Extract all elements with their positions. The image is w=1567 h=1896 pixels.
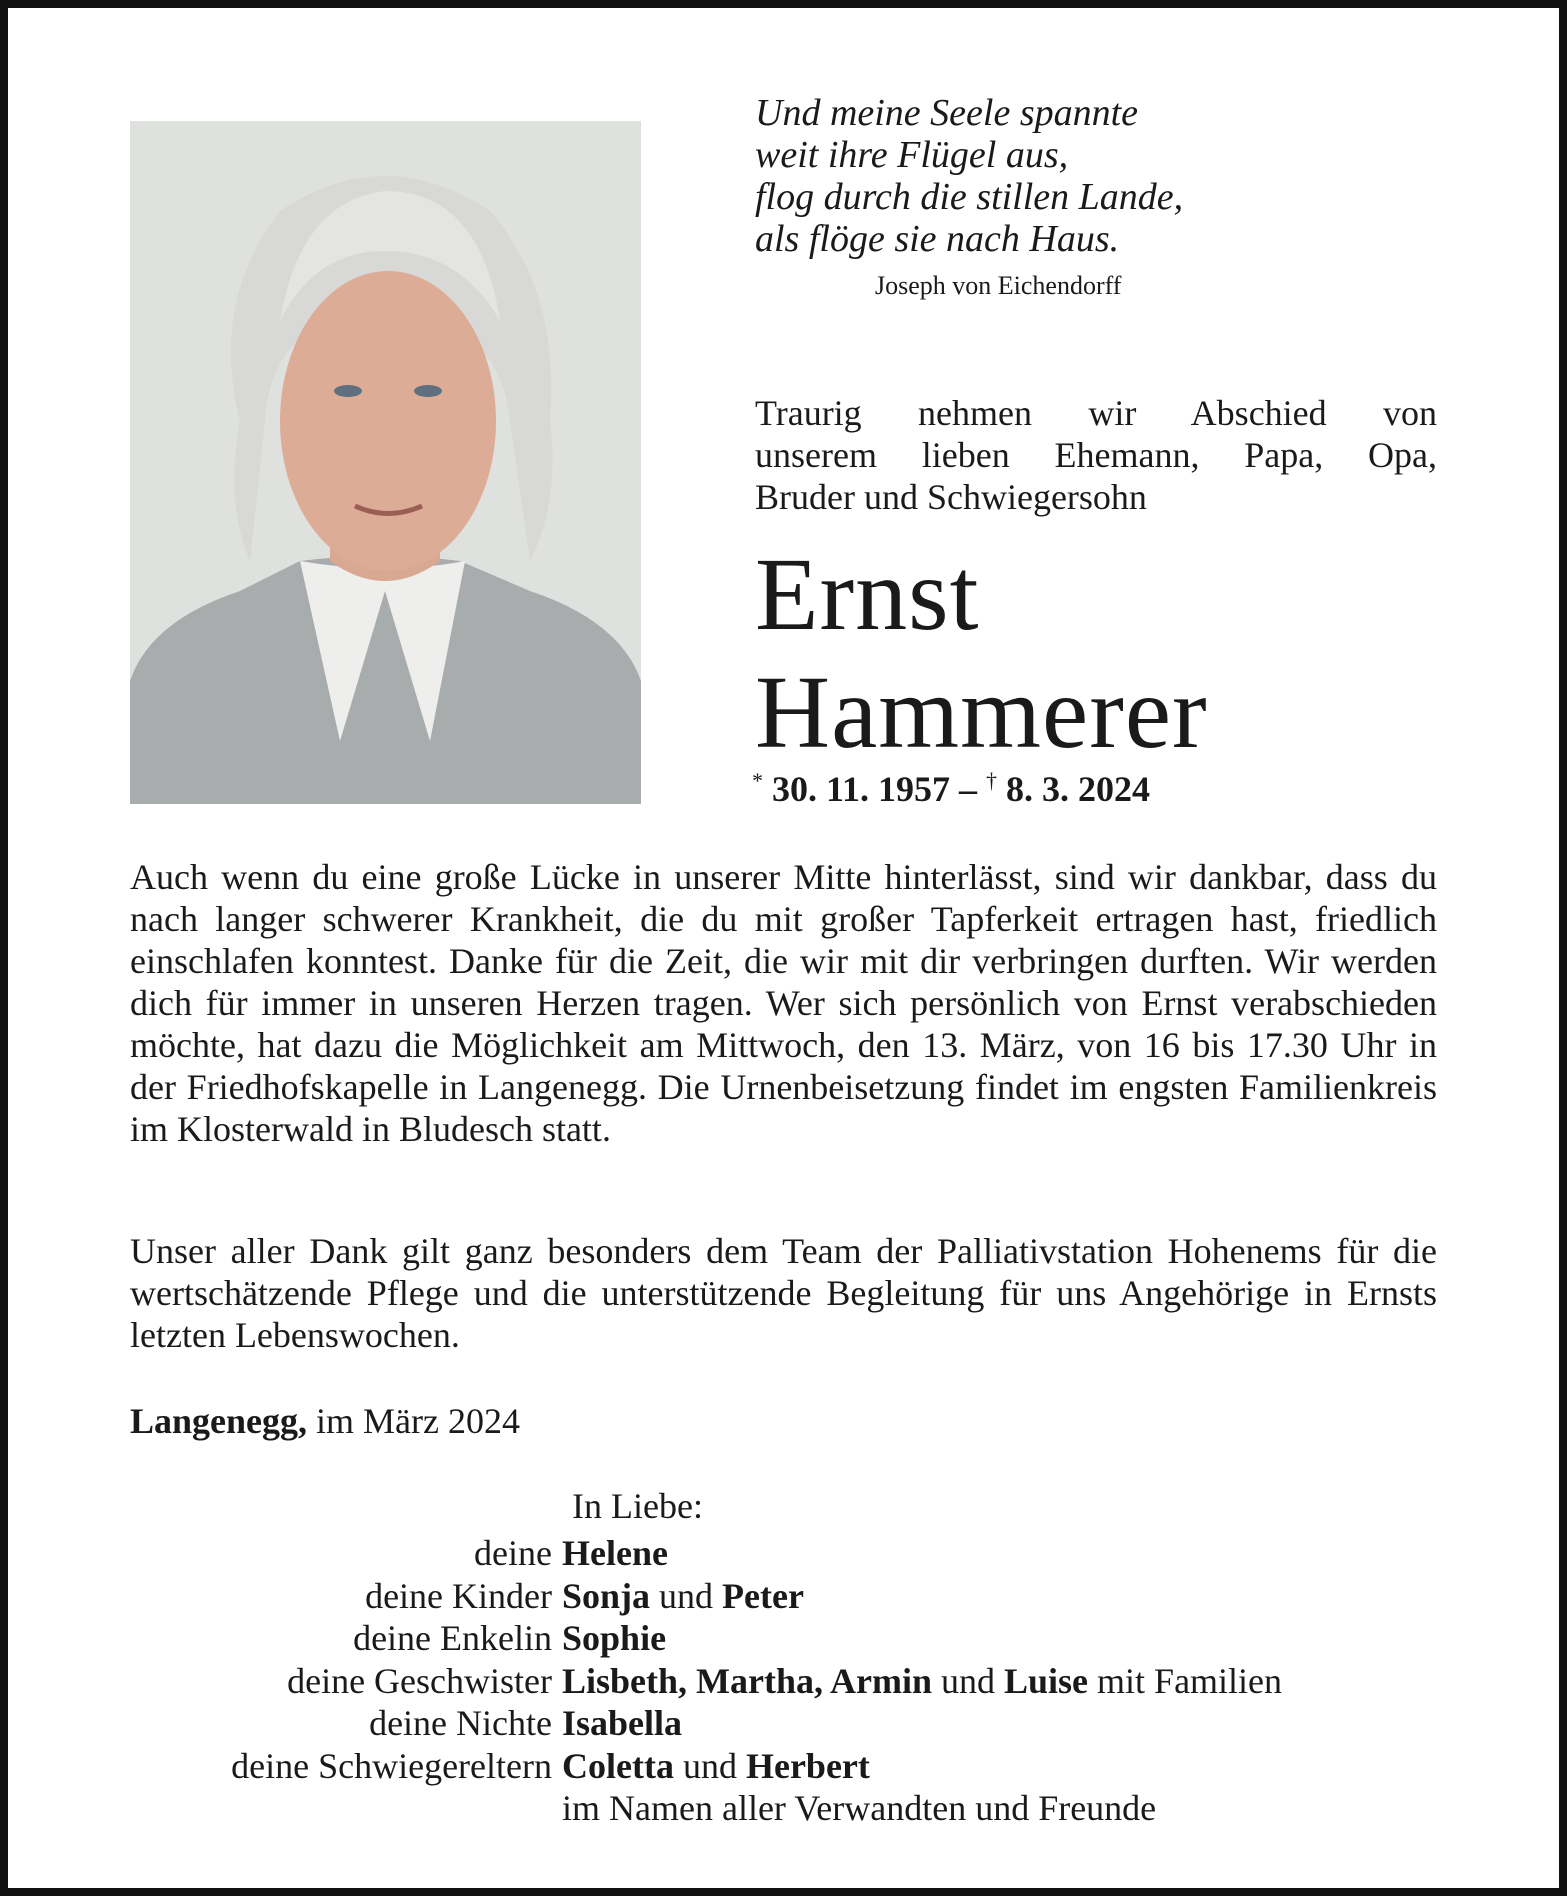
birth-date: 30. 11. 1957 xyxy=(772,769,951,809)
intro-line: Bruder und Schwiegersohn xyxy=(755,477,1147,517)
family-suffix: mit Familien xyxy=(1097,1660,1283,1701)
intro-line: Traurig nehmen wir Abschied von xyxy=(755,393,1437,433)
death-symbol: † xyxy=(986,768,998,793)
family-list xyxy=(0,1532,1567,1830)
portrait-illustration xyxy=(130,121,641,804)
family-name: Peter xyxy=(722,1575,804,1616)
place-and-date xyxy=(130,1400,520,1442)
family-label: deine Nichte xyxy=(369,1703,552,1743)
family-label: deine Enkelin xyxy=(353,1618,552,1658)
death-date: 8. 3. 2024 xyxy=(1006,769,1151,809)
family-label: deine xyxy=(474,1533,552,1573)
family-name: Sophie xyxy=(562,1618,667,1658)
intro-text xyxy=(755,392,1437,518)
family-name: Coletta xyxy=(562,1745,674,1786)
deceased-first-name: Ernst xyxy=(755,537,980,652)
quote-line: als flöge sie nach Haus. xyxy=(755,218,1120,260)
family-names xyxy=(562,1617,1567,1660)
family-row xyxy=(0,1575,1567,1618)
family-label: deine Kinder xyxy=(365,1575,552,1616)
quote-author: Joseph von Eichendorff xyxy=(875,271,1122,300)
signoff: In Liebe: xyxy=(572,1486,703,1526)
family-name: Isabella xyxy=(562,1703,683,1743)
quote-line: weit ihre Flügel aus, xyxy=(755,134,1069,176)
family-label: deine Geschwister xyxy=(287,1660,552,1701)
family-names xyxy=(562,1745,1567,1788)
family-label: deine Schwiegereltern xyxy=(231,1745,552,1786)
life-dates xyxy=(752,768,1150,810)
family-names xyxy=(562,1660,1567,1703)
body-paragraph: Auch wenn du eine große Lücke in unserer Mitte hinterlässt, sind wir dankbar, dass du nach langer schwerer Krankheit, die du mit großer Tapferkeit ertragen hast, friedlich einschlafen konntest. Danke für die Zeit, die wir mit dir verbringen durften. Wir werden dich für immer in unseren Herzen tragen. Wer sich persönlich von Ernst verabschieden möchte, hat dazu die Möglichkeit am Mittwoch, den 13. März, von 16 bis 17.30 Uhr in der Friedhofskapelle in Langenegg. Die Urnenbeisetzung findet im engsten Familienkreis im Klosterwald in Bludesch statt. xyxy=(130,857,1437,1149)
deceased-last-name: Hammerer xyxy=(755,655,1208,770)
family-name: Sonja xyxy=(562,1575,651,1616)
family-row xyxy=(0,1660,1567,1703)
family-name: Helene xyxy=(562,1533,668,1573)
family-name: Luise xyxy=(1004,1660,1089,1701)
place-date: im März 2024 xyxy=(316,1401,520,1441)
body-paragraph: Unser aller Dank gilt ganz besonders dem Team der Palliativstation Hohenems für die wertschätzende Pflege und die unterstützende Begleitung für uns Angehörige in Ernsts letzten Lebenswochen. xyxy=(130,1231,1437,1355)
family-name: Lisbeth, Martha, Armin xyxy=(562,1660,933,1701)
family-label-empty xyxy=(0,1787,562,1830)
quote-line: Und meine Seele spannte xyxy=(755,92,1139,134)
family-closing: im Namen aller Verwandten und Freunde xyxy=(562,1788,1157,1828)
place-town: Langenegg, xyxy=(130,1401,308,1441)
intro-line: unserem lieben Ehemann, Papa, Opa, xyxy=(755,435,1437,475)
family-row xyxy=(0,1787,1567,1830)
quote-line: flog durch die stillen Lande, xyxy=(755,176,1184,218)
family-row xyxy=(0,1702,1567,1745)
family-row xyxy=(0,1532,1567,1575)
family-names xyxy=(562,1575,1567,1618)
conjunction: und xyxy=(659,1575,714,1616)
conjunction: und xyxy=(941,1660,996,1701)
family-row xyxy=(0,1617,1567,1660)
family-name: Herbert xyxy=(745,1745,870,1786)
date-separator: – xyxy=(950,769,987,809)
portrait-photo xyxy=(130,121,641,804)
family-names xyxy=(562,1532,1567,1575)
poem-quote xyxy=(755,92,1355,260)
birth-symbol: * xyxy=(752,768,763,793)
family-row xyxy=(0,1745,1567,1788)
family-names xyxy=(562,1702,1567,1745)
conjunction: und xyxy=(682,1745,737,1786)
